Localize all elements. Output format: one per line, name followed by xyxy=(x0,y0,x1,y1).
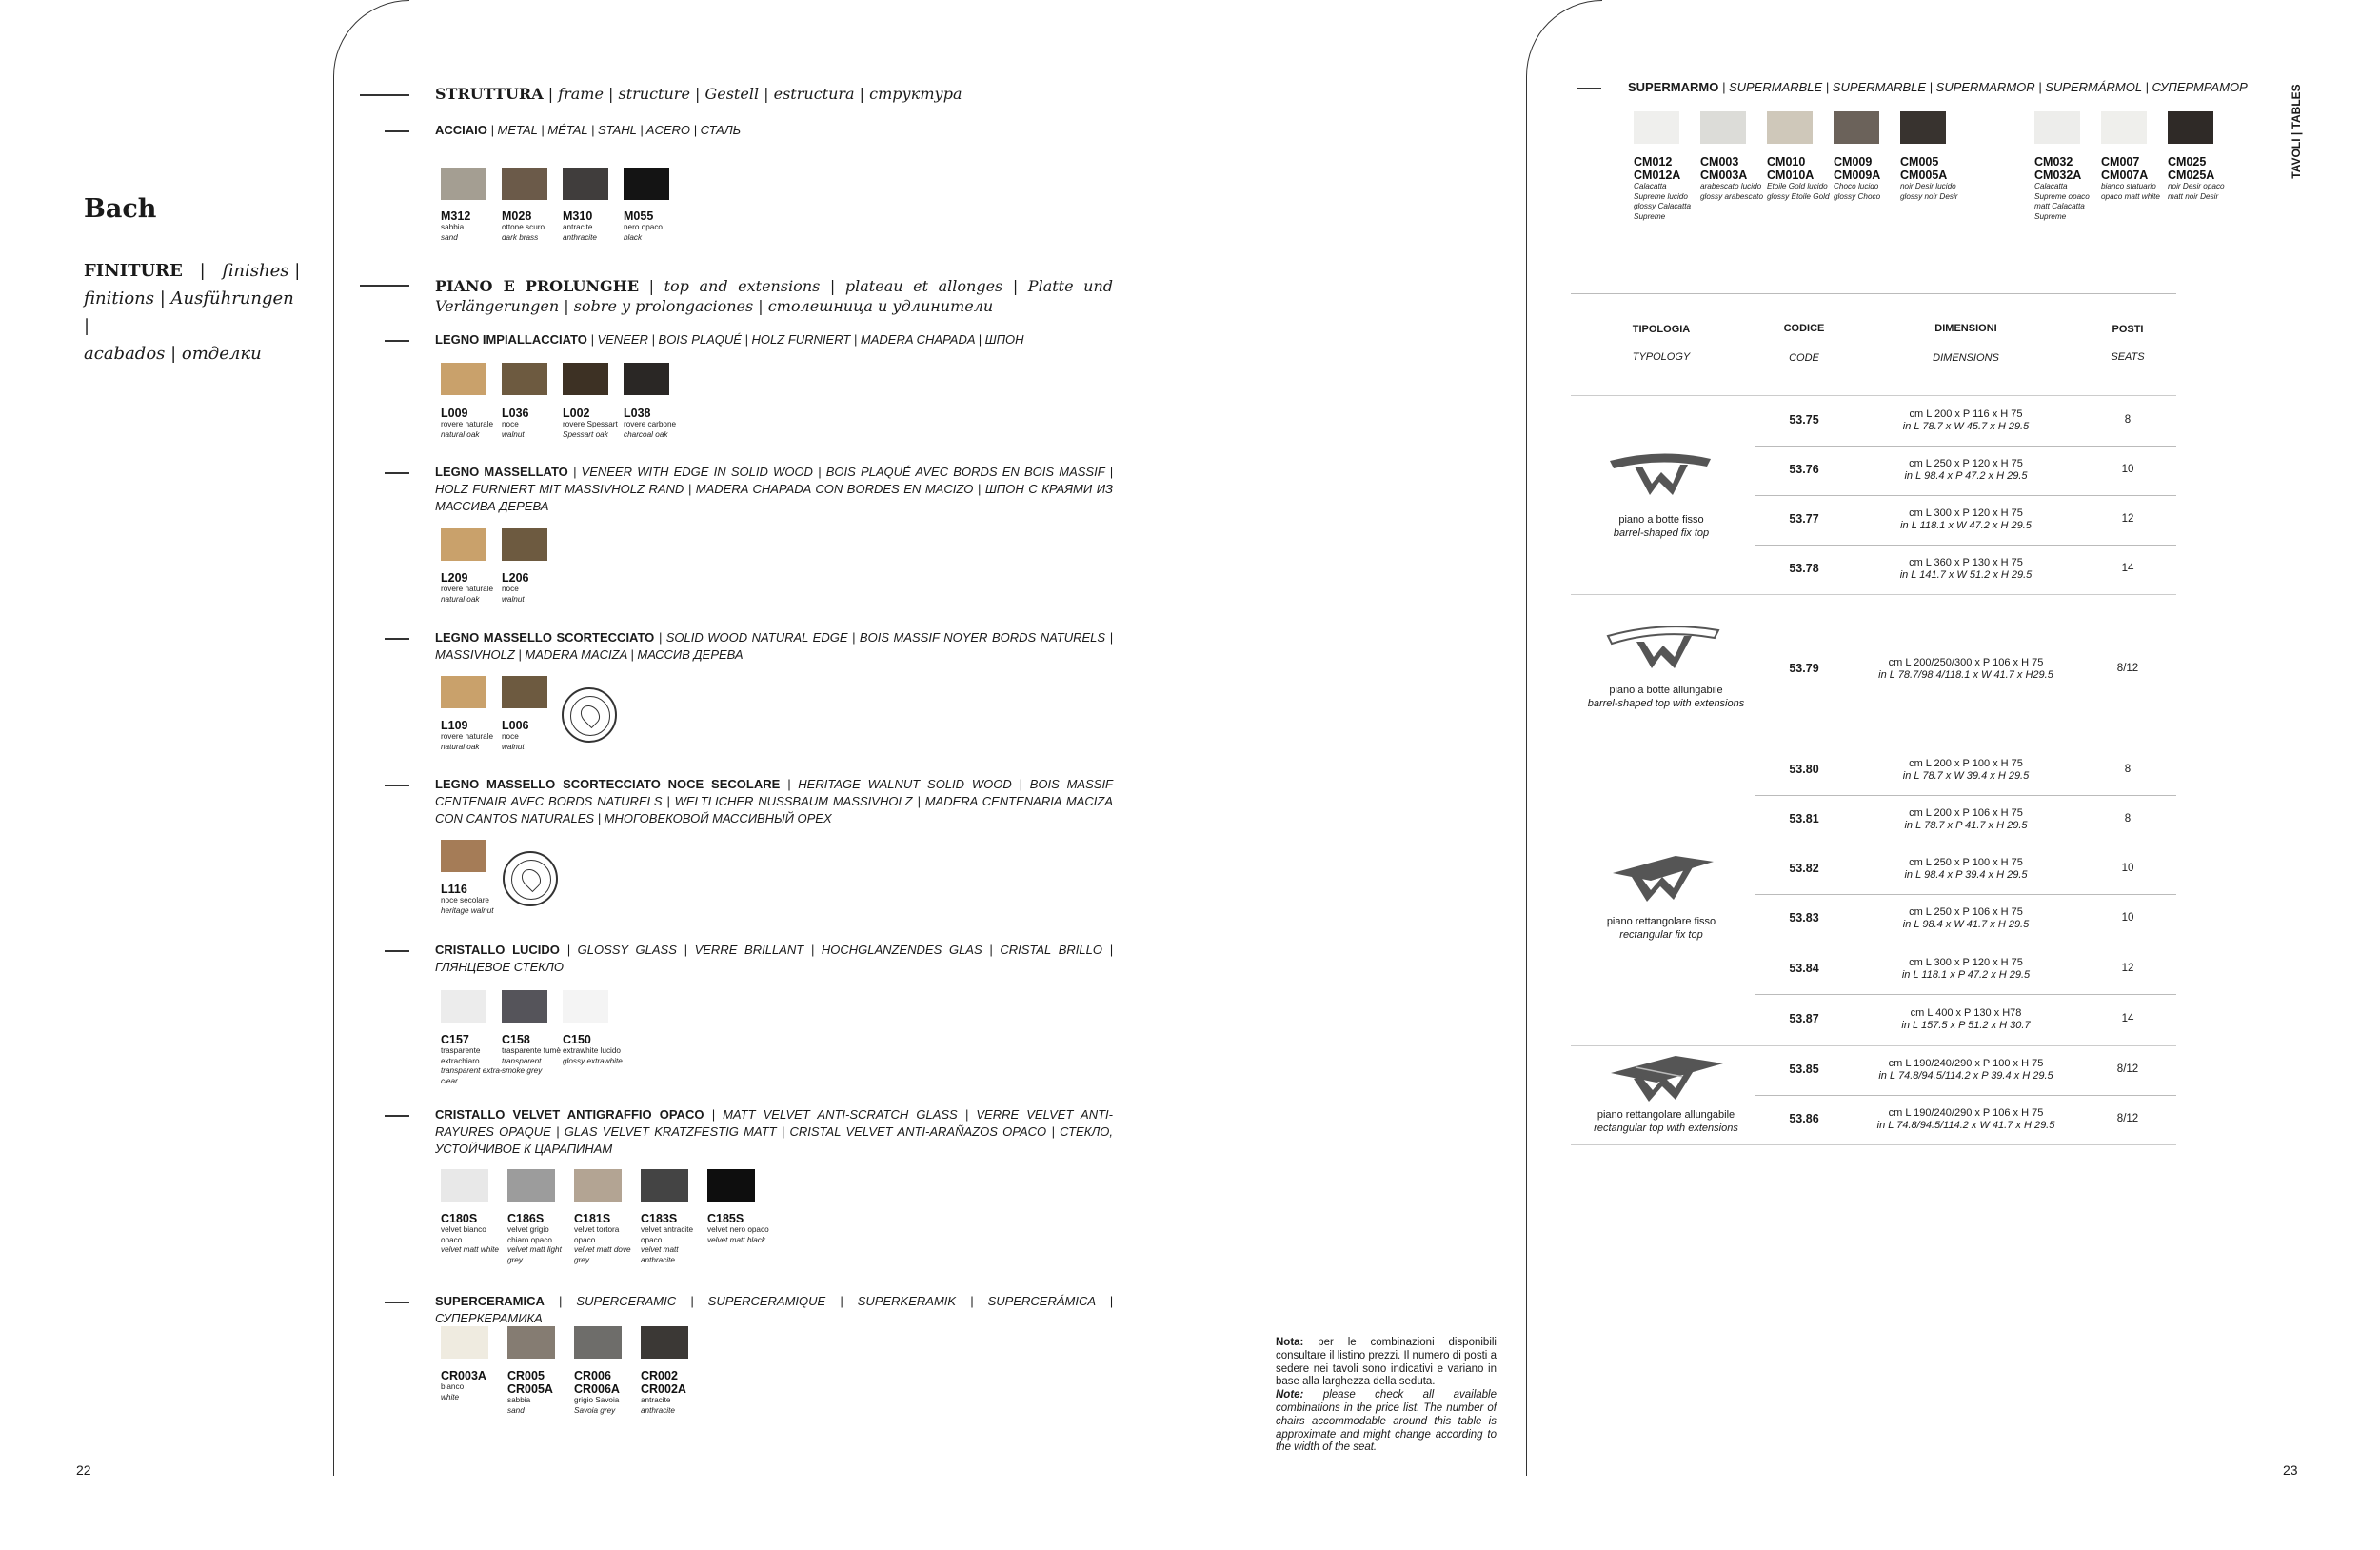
swatch-code: L206 xyxy=(502,571,529,585)
row-code: 53.79 xyxy=(1789,662,1819,675)
group-rule xyxy=(1571,1144,2176,1145)
swatch-m028 xyxy=(502,168,547,200)
row-dim-in: in L 78.7/98.4/118.1 x W 41.7 x H29.5 xyxy=(1878,669,2053,681)
marble-code: CM005 CM005A xyxy=(1900,155,1948,182)
swatch-code: C186S xyxy=(507,1212,545,1225)
row-seats: 8 xyxy=(2124,763,2132,775)
swatch-name: trasparente fumè xyxy=(502,1046,561,1055)
row-rule xyxy=(1755,994,2176,995)
section-dash xyxy=(385,950,409,952)
swatch-c186s xyxy=(507,1169,555,1202)
row-dim-in: in L 98.4 x P 39.4 x H 29.5 xyxy=(1904,869,2028,881)
swatch-name: velvet grigio chiaro opaco xyxy=(507,1225,552,1244)
swatch-name-en: natural oak xyxy=(441,742,480,751)
swatch-name: rovere Spessart xyxy=(563,420,618,428)
swatch-label xyxy=(624,407,686,440)
row-code: 53.86 xyxy=(1789,1112,1819,1125)
row-seats: 10 xyxy=(2121,912,2134,924)
header-code: CODICE xyxy=(1783,323,1825,334)
row-seats: 10 xyxy=(2121,464,2134,475)
marble-desc: noir Desir opaco matt noir Desir xyxy=(2168,182,2225,201)
group-rule xyxy=(1571,1045,2176,1046)
swatch-code: L038 xyxy=(624,407,651,420)
row-dimensions xyxy=(1852,1007,2080,1032)
header-code-en: CODE xyxy=(1789,352,1819,364)
right-page-arc xyxy=(1526,0,1602,76)
marble-swatch xyxy=(2034,111,2080,144)
swatch-code: M028 xyxy=(502,209,532,223)
swatch-name: noce xyxy=(502,732,519,741)
swatch-name: antracite xyxy=(641,1396,671,1404)
row-code: 53.82 xyxy=(1789,862,1819,875)
swatch-name-en: velvet matt anthracite xyxy=(641,1245,679,1264)
row-code: 53.78 xyxy=(1789,562,1819,575)
swatch-label xyxy=(507,1369,570,1416)
marble-label xyxy=(2101,155,2164,202)
swatch-l036 xyxy=(502,363,547,395)
row-dim-in: in L 74.8/94.5/114.2 x W 41.7 x H 29.5 xyxy=(1876,1120,2055,1131)
swatch-cr002-cr002a xyxy=(641,1326,688,1359)
row-rule xyxy=(1755,446,2176,447)
section-lucido: CRISTALLO LUCIDO | GLOSSY GLASS | VERRE BRILLANT | HOCHGLÄNZENDES GLAS | CRISTAL BRILLO | ГЛЯНЦЕВОЕ СТЕКЛО xyxy=(435,943,1113,974)
row-dim-cm: cm L 360 x P 130 x H 75 xyxy=(1909,557,2023,568)
row-dimensions xyxy=(1852,657,2080,682)
swatch-name: bianco xyxy=(441,1382,465,1391)
row-code: 53.81 xyxy=(1789,812,1819,825)
swatch-name-en: walnut xyxy=(502,742,525,751)
solid-wood-seal-icon xyxy=(562,687,617,743)
swatch-name-en: white xyxy=(441,1392,460,1401)
row-code: 53.85 xyxy=(1789,1063,1819,1076)
row-dim-cm: cm L 300 x P 120 x H 75 xyxy=(1909,507,2023,519)
swatch-c157 xyxy=(441,990,486,1023)
marble-code: CM009 CM009A xyxy=(1834,155,1881,182)
row-seats: 14 xyxy=(2121,1013,2134,1024)
swatch-label xyxy=(574,1369,637,1416)
section-scortecciato: LEGNO MASSELLO SCORTECCIATO | SOLID WOOD NATURAL EDGE | BOIS MASSIF NOYER BORDS NATURELS | MASSIVHOLZ | MADERA MACIZA | МАССИВ ДЕРЕВА xyxy=(435,630,1113,662)
marble-desc: Etoile Gold lucido glossy Etoile Gold xyxy=(1767,182,1830,201)
row-code: 53.76 xyxy=(1789,463,1819,476)
swatch-name: noce xyxy=(502,585,519,593)
swatch-code: M310 xyxy=(563,209,593,223)
swatch-name: extrawhite lucido xyxy=(563,1046,621,1055)
swatch-name-en: Savoia grey xyxy=(574,1405,616,1415)
row-code: 53.83 xyxy=(1789,911,1819,924)
marble-code: CM032 CM032A xyxy=(2034,155,2082,182)
marble-label xyxy=(1900,155,1963,202)
row-code: 53.77 xyxy=(1789,512,1819,526)
right-page-rule xyxy=(1526,76,1527,1476)
swatch-name-en: charcoal oak xyxy=(624,429,668,439)
row-code: 53.84 xyxy=(1789,961,1819,975)
row-dim-cm: cm L 400 x P 130 x H78 xyxy=(1910,1007,2022,1019)
swatch-label xyxy=(563,209,625,243)
table-barrel-ext-icon xyxy=(1604,617,1723,672)
row-dimensions xyxy=(1852,807,2080,832)
swatch-cr003a xyxy=(441,1326,488,1359)
typology-rect-fix: piano rettangolare fisso rectangular fix top xyxy=(1606,916,1716,941)
swatch-label xyxy=(441,407,504,440)
swatch-name-en: transparent extra-clear xyxy=(441,1066,503,1085)
swatch-name: trasparente extrachiaro xyxy=(441,1046,481,1065)
section-massellato: LEGNO MASSELLATO | VENEER WITH EDGE IN SOLID WOOD | BOIS PLAQUÉ AVEC BORDS EN BOIS MASSIF | HOLZ FURNIERT MIT MASSIVHOLZ RAND | MADERA CHAPADA CON BORDES EN MACIZO | ШПОН С КРАЯМИ ИЗ МАССИВА ДЕРЕВА xyxy=(435,465,1113,513)
swatch-code: CR002 CR002A xyxy=(641,1369,686,1396)
swatch-name-en: heritage walnut xyxy=(441,905,494,915)
section-dash xyxy=(385,1302,409,1303)
note-block: Nota: per le combinazioni disponibili consultare il listino prezzi. Il numero di posti a sedere nei tavoli sono indicativi e variano in base alla larghezza della seduta. Note: please check all available combinations in the price list. The number of chairs accommodable around this table is approximate and might change according to the width of the seat. xyxy=(1276,1337,1497,1454)
product-title: Bach xyxy=(84,194,157,224)
marble-desc: Choco lucido glossy Choco xyxy=(1834,182,1881,201)
section-supermarmo: SUPERMARMO | SUPERMARBLE | SUPERMARBLE | SUPERMARMOR | SUPERMÁRMOL | СУПЕРМРАМОР xyxy=(1628,80,2248,94)
swatch-name-en: velvet matt black xyxy=(707,1235,765,1244)
swatch-l038 xyxy=(624,363,669,395)
header-typology-en: TYPOLOGY xyxy=(1632,351,1691,363)
row-dim-in: in L 78.7 x W 39.4 x H 29.5 xyxy=(1902,769,2030,782)
marble-label xyxy=(1634,155,1696,222)
swatch-label xyxy=(563,1033,625,1066)
row-seats: 8/12 xyxy=(2116,1113,2139,1124)
typology-barrel-fix: piano a botte fisso barrel-shaped fix top xyxy=(1613,514,1710,539)
row-dim-in: in L 98.4 x W 41.7 x H 29.5 xyxy=(1902,919,2030,930)
row-code: 53.80 xyxy=(1789,762,1819,776)
row-dimensions xyxy=(1852,507,2080,532)
marble-desc: bianco statuario opaco matt white xyxy=(2101,182,2160,201)
row-dimensions xyxy=(1852,957,2080,982)
row-dim-cm: cm L 200 x P 106 x H 75 xyxy=(1909,807,2023,819)
section-struttura: STRUTTURA | frame | structure | Gestell | estructura | структура xyxy=(435,85,962,103)
swatch-name-en: black xyxy=(624,232,643,242)
swatch-l109 xyxy=(441,676,486,708)
section-dash xyxy=(385,785,409,786)
marble-desc: Calacatta Supreme opaco matt Calacatta Supreme xyxy=(2034,182,2090,221)
row-dimensions xyxy=(1852,857,2080,882)
swatch-code: L036 xyxy=(502,407,529,420)
swatch-code: CR003A xyxy=(441,1369,486,1382)
swatch-code: CR005 CR005A xyxy=(507,1369,553,1396)
swatch-l116 xyxy=(441,840,486,872)
swatch-l006 xyxy=(502,676,547,708)
swatch-code: C185S xyxy=(707,1212,744,1225)
marble-code: CM010 CM010A xyxy=(1767,155,1815,182)
row-code: 53.87 xyxy=(1789,1012,1819,1025)
swatch-code: C157 xyxy=(441,1033,469,1046)
row-dim-cm: cm L 190/240/290 x P 100 x H 75 xyxy=(1888,1058,2044,1069)
swatch-name: rovere naturale xyxy=(441,420,494,428)
swatch-c181s xyxy=(574,1169,622,1202)
finishes-heading: FINITURE | finishes | finitions | Ausführungen | acabados | отделки xyxy=(84,261,301,364)
swatch-name: noce xyxy=(502,420,519,428)
row-seats: 8/12 xyxy=(2116,1063,2139,1075)
swatch-name-en: sand xyxy=(441,232,458,242)
section-dash xyxy=(360,94,409,96)
marble-swatch xyxy=(1700,111,1746,144)
swatch-name: grigio Savoia xyxy=(574,1396,620,1404)
swatch-code: L009 xyxy=(441,407,468,420)
swatch-code: C158 xyxy=(502,1033,530,1046)
swatch-code: L209 xyxy=(441,571,468,585)
swatch-label xyxy=(502,407,565,440)
swatch-name-en: natural oak xyxy=(441,429,480,439)
section-dash xyxy=(360,285,409,287)
row-seats: 10 xyxy=(2121,863,2134,874)
table-barrel-fix-icon xyxy=(1604,447,1718,503)
swatch-name: velvet antracite opaco xyxy=(641,1225,694,1244)
swatch-label xyxy=(507,1212,570,1265)
marble-desc: noir Desir lucido glossy noir Desir xyxy=(1900,182,1958,201)
swatch-name: velvet tortora opaco xyxy=(574,1225,620,1244)
row-dim-cm: cm L 300 x P 120 x H 75 xyxy=(1909,956,2023,968)
marble-swatch xyxy=(2168,111,2213,144)
marble-swatch xyxy=(1767,111,1813,144)
row-seats: 8/12 xyxy=(2116,663,2139,674)
group-rule xyxy=(1571,395,2176,396)
swatch-label xyxy=(441,209,504,243)
row-dimensions xyxy=(1852,1107,2080,1132)
swatch-label xyxy=(441,1369,504,1402)
row-dim-in: in L 157.5 x P 51.2 x H 30.7 xyxy=(1901,1020,2031,1031)
swatch-code: M312 xyxy=(441,209,471,223)
typology-rect-ext: piano rettangolare allungabile rectangular top with extensions xyxy=(1594,1109,1738,1134)
swatch-name-en: natural oak xyxy=(441,594,480,604)
swatch-l002 xyxy=(563,363,608,395)
row-dimensions xyxy=(1852,758,2080,783)
swatch-name: ottone scuro xyxy=(502,223,545,231)
row-seats: 8 xyxy=(2124,813,2132,825)
swatch-label xyxy=(441,883,504,916)
swatch-label xyxy=(641,1369,704,1416)
swatch-name: rovere naturale xyxy=(441,732,494,741)
section-acciaio: ACCIAIO | METAL | MÉTAL | STAHL | ACERO | СТАЛЬ xyxy=(435,123,742,137)
row-dim-cm: cm L 250 x P 120 x H 75 xyxy=(1909,458,2023,469)
side-label: TAVOLI | TABLES xyxy=(2290,84,2303,179)
swatch-name: sabbia xyxy=(441,223,465,231)
swatch-name: velvet bianco opaco xyxy=(441,1225,486,1244)
header-seats-en: SEATS xyxy=(2111,351,2145,363)
marble-label xyxy=(2034,155,2097,222)
swatch-name-en: walnut xyxy=(502,429,525,439)
row-dim-cm: cm L 200/250/300 x P 106 x H 75 xyxy=(1888,657,2044,668)
swatch-c180s xyxy=(441,1169,488,1202)
swatch-c150 xyxy=(563,990,608,1023)
swatch-label xyxy=(502,719,565,752)
swatch-name-en: sand xyxy=(507,1405,525,1415)
swatch-label xyxy=(441,1033,504,1086)
section-secolare: LEGNO MASSELLO SCORTECCIATO NOCE SECOLARE | HERITAGE WALNUT SOLID WOOD | BOIS MASSIF CENTENAIR AVEC BORDS NATURELS | WELTLICHER NUSSBAUM MASSIVHOLZ | MADERA CENTENARIA MACIZA CON CANTOS NATURALES | МНОГОВЕКОВОЙ МАССИВНЫЙ ОРЕХ xyxy=(435,777,1113,825)
swatch-code: C183S xyxy=(641,1212,678,1225)
swatch-name-en: Spessart oak xyxy=(563,429,608,439)
swatch-code: C150 xyxy=(563,1033,591,1046)
swatch-l009 xyxy=(441,363,486,395)
row-rule xyxy=(1755,795,2176,796)
side-label-wrap xyxy=(2287,82,2306,187)
swatch-label xyxy=(707,1212,770,1245)
section-dash xyxy=(1577,88,1601,89)
swatch-name: rovere carbone xyxy=(624,420,677,428)
swatch-name-en: walnut xyxy=(502,594,525,604)
row-rule xyxy=(1755,545,2176,546)
marble-swatch xyxy=(2101,111,2147,144)
marble-code: CM025 CM025A xyxy=(2168,155,2215,182)
row-dim-in: in L 118.1 x W 47.2 x H 29.5 xyxy=(1900,520,2032,531)
header-dimensions: DIMENSIONI xyxy=(1934,323,1997,334)
section-dash xyxy=(385,340,409,342)
swatch-name: rovere naturale xyxy=(441,585,494,593)
swatch-name-en: velvet matt dove grey xyxy=(574,1245,631,1264)
swatch-name: nero opaco xyxy=(624,223,663,231)
swatch-c158 xyxy=(502,990,547,1023)
swatch-code: L002 xyxy=(563,407,590,420)
page-number-right: 23 xyxy=(2283,1462,2298,1478)
row-dim-cm: cm L 200 x P 116 x H 75 xyxy=(1909,407,2023,420)
row-dimensions xyxy=(1852,557,2080,582)
swatch-name: velvet nero opaco xyxy=(707,1225,769,1234)
swatch-name-en: anthracite xyxy=(641,1405,675,1415)
row-dimensions xyxy=(1852,458,2080,483)
header-seats: POSTI xyxy=(2112,324,2144,335)
row-dim-in: in L 141.7 x W 51.2 x H 29.5 xyxy=(1899,569,2033,581)
swatch-name-en: dark brass xyxy=(502,232,539,242)
swatch-m312 xyxy=(441,168,486,200)
swatch-m055 xyxy=(624,168,669,200)
swatch-name: antracite xyxy=(563,223,593,231)
marble-swatch xyxy=(1834,111,1879,144)
section-superceramica: SUPERCERAMICA | SUPERCERAMIC | SUPERCERAMIQUE | SUPERKERAMIK | SUPERCERÁMICA | СУПЕРКЕРАМИКА xyxy=(435,1294,1113,1325)
marble-label xyxy=(2168,155,2231,202)
swatch-m310 xyxy=(563,168,608,200)
row-dimensions xyxy=(1852,906,2080,931)
typology-barrel-ext: piano a botte allungabile barrel-shaped top with extensions xyxy=(1587,685,1745,709)
swatch-code: CR006 CR006A xyxy=(574,1369,620,1396)
swatch-c183s xyxy=(641,1169,688,1202)
page-number-left: 22 xyxy=(76,1462,91,1478)
swatch-name-en: anthracite xyxy=(563,232,597,242)
row-rule xyxy=(1755,894,2176,895)
swatch-label xyxy=(441,1212,504,1256)
marble-swatch xyxy=(1634,111,1679,144)
section-dash xyxy=(385,638,409,640)
swatch-code: L116 xyxy=(441,883,467,896)
swatch-label xyxy=(563,407,625,440)
marble-swatch xyxy=(1900,111,1946,144)
swatch-label xyxy=(574,1212,637,1265)
row-rule xyxy=(1755,1095,2176,1096)
swatch-label xyxy=(441,719,504,752)
row-dimensions xyxy=(1852,1058,2080,1083)
marble-label xyxy=(1767,155,1830,202)
row-dim-in: in L 98.4 x P 47.2 x H 29.5 xyxy=(1904,470,2028,482)
swatch-code: M055 xyxy=(624,209,654,223)
marble-desc: arabescato lucido glossy arabescato xyxy=(1700,182,1763,201)
swatch-name: noce secolare xyxy=(441,896,489,904)
row-dim-cm: cm L 250 x P 106 x H 75 xyxy=(1909,906,2023,918)
swatch-label xyxy=(502,1033,565,1077)
group-rule xyxy=(1571,594,2176,595)
marble-desc: Calacatta Supreme lucido glossy Calacatta Supreme xyxy=(1634,182,1692,221)
swatch-code: C181S xyxy=(574,1212,611,1225)
row-seats: 12 xyxy=(2121,513,2134,525)
header-typology: TIPOLOGIA xyxy=(1632,324,1691,335)
swatch-code: C180S xyxy=(441,1212,478,1225)
swatch-name-en: transparent smoke grey xyxy=(502,1056,543,1075)
swatch-label xyxy=(502,209,565,243)
swatch-name-en: velvet matt white xyxy=(441,1245,499,1254)
marble-code: CM007 CM007A xyxy=(2101,155,2149,182)
marble-code: CM012 CM012A xyxy=(1634,155,1681,182)
section-velvet: CRISTALLO VELVET ANTIGRAFFIO OPACO | MATT VELVET ANTI-SCRATCH GLASS | VERRE VELVET ANTI-RAYURES OPAQUE | GLAS VELVET KRATZFESTIG MATT | CRISTAL VELVET ANTI-ARAÑAZOS OPACO | СТЕКЛО, УСТОЙЧИВОЕ К ЦАРАПИНАМ xyxy=(435,1107,1113,1156)
row-dim-in: in L 118.1 x P 47.2 x H 29.5 xyxy=(1901,968,2031,981)
marble-code: CM003 CM003A xyxy=(1700,155,1748,182)
row-rule xyxy=(1755,495,2176,496)
table-rect-fix-icon xyxy=(1609,852,1718,904)
swatch-code: L006 xyxy=(502,719,529,732)
left-page-rule xyxy=(333,76,334,1476)
header-dimensions-en: DIMENSIONS xyxy=(1933,352,1999,364)
table-rect-ext-icon xyxy=(1609,1052,1728,1104)
swatch-name-en: velvet matt light grey xyxy=(507,1245,562,1264)
row-dimensions xyxy=(1852,408,2080,433)
section-piano: PIANO E PROLUNGHE | top and extensions | plateau et allonges | Platte und Verlängerungen | sobre y prolongaciones | столешница и удлинители xyxy=(435,277,1113,315)
row-seats: 14 xyxy=(2121,563,2134,574)
swatch-l209 xyxy=(441,528,486,561)
swatch-cr005-cr005a xyxy=(507,1326,555,1359)
row-dim-in: in L 78.7 x W 45.7 x H 29.5 xyxy=(1902,420,2030,432)
row-seats: 12 xyxy=(2121,962,2134,974)
section-dash xyxy=(385,130,409,132)
section-impiallacciato: LEGNO IMPIALLACCIATO | VENEER | BOIS PLAQUÉ | HOLZ FURNIERT | MADERA CHAPADA | ШПОН xyxy=(435,332,1024,347)
marble-label xyxy=(1700,155,1763,202)
swatch-label xyxy=(624,209,686,243)
table-top-rule xyxy=(1571,293,2176,294)
swatch-label xyxy=(441,571,504,605)
swatch-name: sabbia xyxy=(507,1396,531,1404)
swatch-label xyxy=(641,1212,704,1265)
row-seats: 8 xyxy=(2124,413,2132,426)
swatch-name-en: glossy extrawhite xyxy=(563,1056,623,1065)
row-code: 53.75 xyxy=(1789,412,1819,427)
row-dim-cm: cm L 190/240/290 x P 106 x H 75 xyxy=(1888,1107,2044,1119)
swatch-c185s xyxy=(707,1169,755,1202)
left-page-arc xyxy=(333,0,409,76)
marble-label xyxy=(1834,155,1896,202)
swatch-l206 xyxy=(502,528,547,561)
section-dash xyxy=(385,472,409,474)
row-dim-cm: cm L 200 x P 100 x H 75 xyxy=(1909,757,2023,769)
swatch-cr006-cr006a xyxy=(574,1326,622,1359)
row-dim-cm: cm L 250 x P 100 x H 75 xyxy=(1909,857,2023,868)
row-dim-in: in L 74.8/94.5/114.2 x P 39.4 x H 29.5 xyxy=(1878,1070,2053,1082)
row-dim-in: in L 78.7 x P 41.7 x H 29.5 xyxy=(1904,820,2028,831)
swatch-label xyxy=(502,571,565,605)
section-dash xyxy=(385,1115,409,1117)
solid-wood-seal-icon xyxy=(503,851,558,906)
swatch-code: L109 xyxy=(441,719,468,732)
